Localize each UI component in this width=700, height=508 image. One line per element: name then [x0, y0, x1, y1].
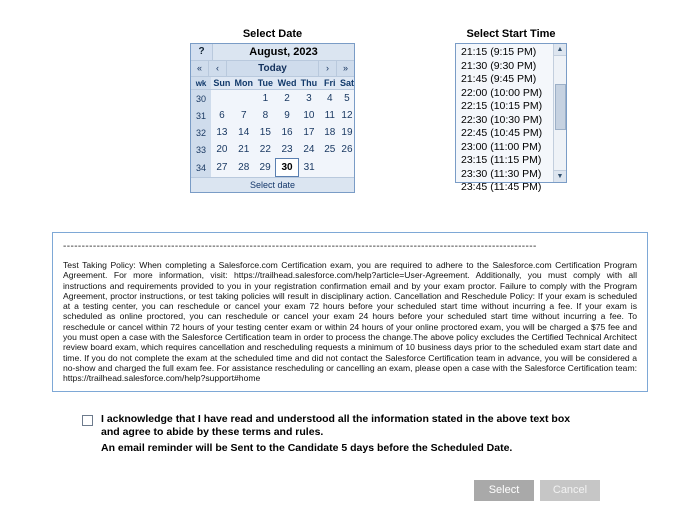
calendar-day[interactable]: 27	[216, 162, 228, 173]
time-option[interactable]: 23:00 (11:00 PM)	[461, 140, 542, 153]
start-time-listbox[interactable]	[455, 43, 567, 193]
calendar-day	[340, 159, 354, 177]
calendar-day[interactable]: 22	[259, 144, 271, 156]
next-year-icon[interactable]: »	[336, 61, 354, 76]
time-option[interactable]: 23:15 (11:15 PM)	[461, 154, 542, 166]
next-month-icon[interactable]: ›	[318, 61, 336, 76]
date-picker-section	[190, 28, 355, 193]
calendar-day[interactable]: 4	[326, 93, 333, 104]
prev-year-icon[interactable]: «	[191, 61, 209, 76]
calendar-day[interactable]: 19	[341, 127, 353, 138]
calendar-day[interactable]: 20	[216, 144, 228, 156]
acknowledge-label: I acknowledge that I have read and understood all the information stated in the above text box and agree to abide by these terms and rules.	[101, 413, 571, 438]
day-header: Tue	[255, 77, 276, 90]
acknowledgement-row[interactable]	[82, 413, 582, 439]
cancel-button[interactable]: Cancel	[540, 480, 600, 501]
calendar-day[interactable]: 31	[303, 162, 315, 173]
calendar-grid[interactable]	[191, 77, 354, 177]
calendar-day[interactable]: 25	[324, 144, 336, 156]
week-number: 31	[191, 107, 211, 124]
email-reminder-note: An email reminder will be Sent to the Candidate 5 days before the Scheduled Date.	[101, 442, 513, 454]
time-list-scrollbar[interactable]	[553, 44, 566, 182]
scrollbar-thumb[interactable]	[555, 84, 566, 130]
calendar-day-selected[interactable]: 30	[276, 159, 298, 177]
time-option[interactable]: 22:30 (10:30 PM)	[461, 113, 543, 126]
day-header: Wed	[277, 78, 297, 88]
calendar-day[interactable]: 24	[303, 144, 315, 156]
calendar-help-icon[interactable]: ?	[191, 44, 213, 60]
policy-divider: -------------------------------------------------------------------------------------------------------------------------------	[63, 241, 537, 252]
calendar-week-row	[191, 141, 354, 159]
day-header: Thu	[298, 77, 320, 90]
time-option[interactable]: 22:45 (10:45 PM)	[461, 127, 543, 139]
calendar-day[interactable]: 12	[341, 110, 353, 121]
calendar-widget[interactable]	[190, 43, 355, 193]
calendar-day[interactable]: 14	[238, 127, 250, 138]
week-number: 32	[191, 124, 211, 141]
calendar-day[interactable]: 23	[281, 144, 293, 155]
policy-text-box[interactable]	[52, 232, 648, 392]
calendar-week-row	[191, 90, 354, 108]
calendar-day	[233, 90, 255, 108]
prev-month-icon[interactable]: ‹	[209, 61, 227, 76]
calendar-day[interactable]: 18	[324, 127, 336, 138]
calendar-day[interactable]: 3	[306, 93, 312, 104]
calendar-day-header-row	[191, 77, 354, 90]
time-option[interactable]: 23:45 (11:45 PM)	[461, 181, 542, 193]
day-header: Sat	[339, 78, 354, 88]
calendar-footer-status: Select date	[191, 177, 354, 192]
day-header: Sun	[211, 77, 233, 90]
time-picker-section	[455, 28, 567, 193]
calendar-day[interactable]: 5	[344, 93, 350, 104]
week-number: 33	[191, 141, 211, 159]
scroll-up-icon[interactable]: ▲	[554, 44, 566, 56]
today-button[interactable]: Today	[258, 63, 287, 74]
calendar-day[interactable]: 2	[284, 93, 290, 104]
day-header: Mon	[234, 78, 253, 88]
calendar-day[interactable]: 8	[262, 110, 269, 121]
time-option[interactable]: 22:00 (10:00 PM)	[461, 86, 543, 99]
calendar-day[interactable]: 11	[324, 110, 335, 121]
time-option[interactable]: 22:15 (10:15 PM)	[461, 100, 543, 112]
time-option-list[interactable]	[456, 44, 566, 195]
calendar-day[interactable]: 16	[281, 127, 293, 138]
calendar-nav	[191, 61, 354, 77]
select-date-title: Select Date	[242, 28, 303, 40]
calendar-day[interactable]: 10	[303, 110, 315, 121]
calendar-month-year: August, 2023	[249, 46, 318, 58]
calendar-day[interactable]: 26	[341, 144, 353, 156]
time-option[interactable]: 23:30 (11:30 PM)	[461, 167, 542, 180]
calendar-week-row	[191, 124, 354, 141]
time-option[interactable]: 21:45 (9:45 PM)	[461, 73, 537, 85]
calendar-day[interactable]: 13	[216, 127, 228, 138]
week-column-header: wk	[191, 77, 211, 90]
calendar-day[interactable]: 1	[262, 93, 269, 104]
calendar-day[interactable]: 17	[303, 127, 315, 138]
calendar-day	[320, 159, 340, 177]
time-option[interactable]: 21:15 (9:15 PM)	[461, 46, 537, 58]
scroll-down-icon[interactable]: ▼	[554, 170, 566, 182]
day-header: Fri	[320, 77, 340, 90]
select-start-time-title: Select Start Time	[466, 28, 556, 40]
select-button[interactable]: Select	[474, 480, 534, 501]
acknowledge-checkbox[interactable]	[82, 415, 93, 426]
calendar-day[interactable]: 28	[238, 162, 250, 173]
calendar-day[interactable]: 15	[259, 127, 271, 138]
calendar-day[interactable]: 29	[259, 162, 271, 173]
week-number: 30	[191, 90, 211, 108]
calendar-week-row	[191, 107, 354, 124]
calendar-header	[191, 44, 354, 61]
week-number: 34	[191, 159, 211, 177]
policy-body-text: Test Taking Policy: When completing a Salesforce.com Certification exam, you are required to adhere to the Salesforce.com Certification Program Agreement. For more information, visit: https://trailhead.salesforce.com/help?article=User-Agreement. Additionally, you must comply with all instructions and requirements provided to you in your registration confirmation email and by your exam proctor. Failure to comply with the Program Agreement, proctor instructions, or test taking policies will result in disciplinary action. Cancellation and Reschedule Policy: If your exam is scheduled at a testing center, you can reschedule or cancel your exam 72 hours before your scheduled start time without incurring a fee. If your exam is scheduled as online proctored, you can reschedule or cancel your exam 24 hours before your scheduled start time without incurring a fee. To reschedule or cancel within 72 hours of your testing center exam or within 24 hours of your online proctored exam, you will be charged a $75 fee and you must open a case with the Salesforce Certification team in order to process the change.The above policy excludes the Certified Technical Architect review board exam, which requires cancellation and rescheduling requests a minimum of 10 business days prior to the scheduled exam start date and time. If you do not complete the exam at the scheduled time and did not contact the Salesforce Certification team in advance, you will be considered a no-show and charged the full exam fee. For assistance rescheduling or cancelling an exam, please open a case with the Salesforce Certification team: https://trailhead.salesforce.com/help?support#home	[63, 260, 637, 384]
calendar-day[interactable]: 9	[284, 110, 290, 121]
dialog-button-row	[474, 480, 600, 501]
time-option[interactable]: 21:30 (9:30 PM)	[461, 59, 537, 72]
calendar-day	[211, 90, 233, 108]
calendar-day[interactable]: 7	[240, 110, 247, 121]
calendar-day[interactable]: 21	[238, 144, 250, 156]
calendar-day[interactable]: 6	[219, 110, 225, 121]
calendar-week-row	[191, 159, 354, 177]
